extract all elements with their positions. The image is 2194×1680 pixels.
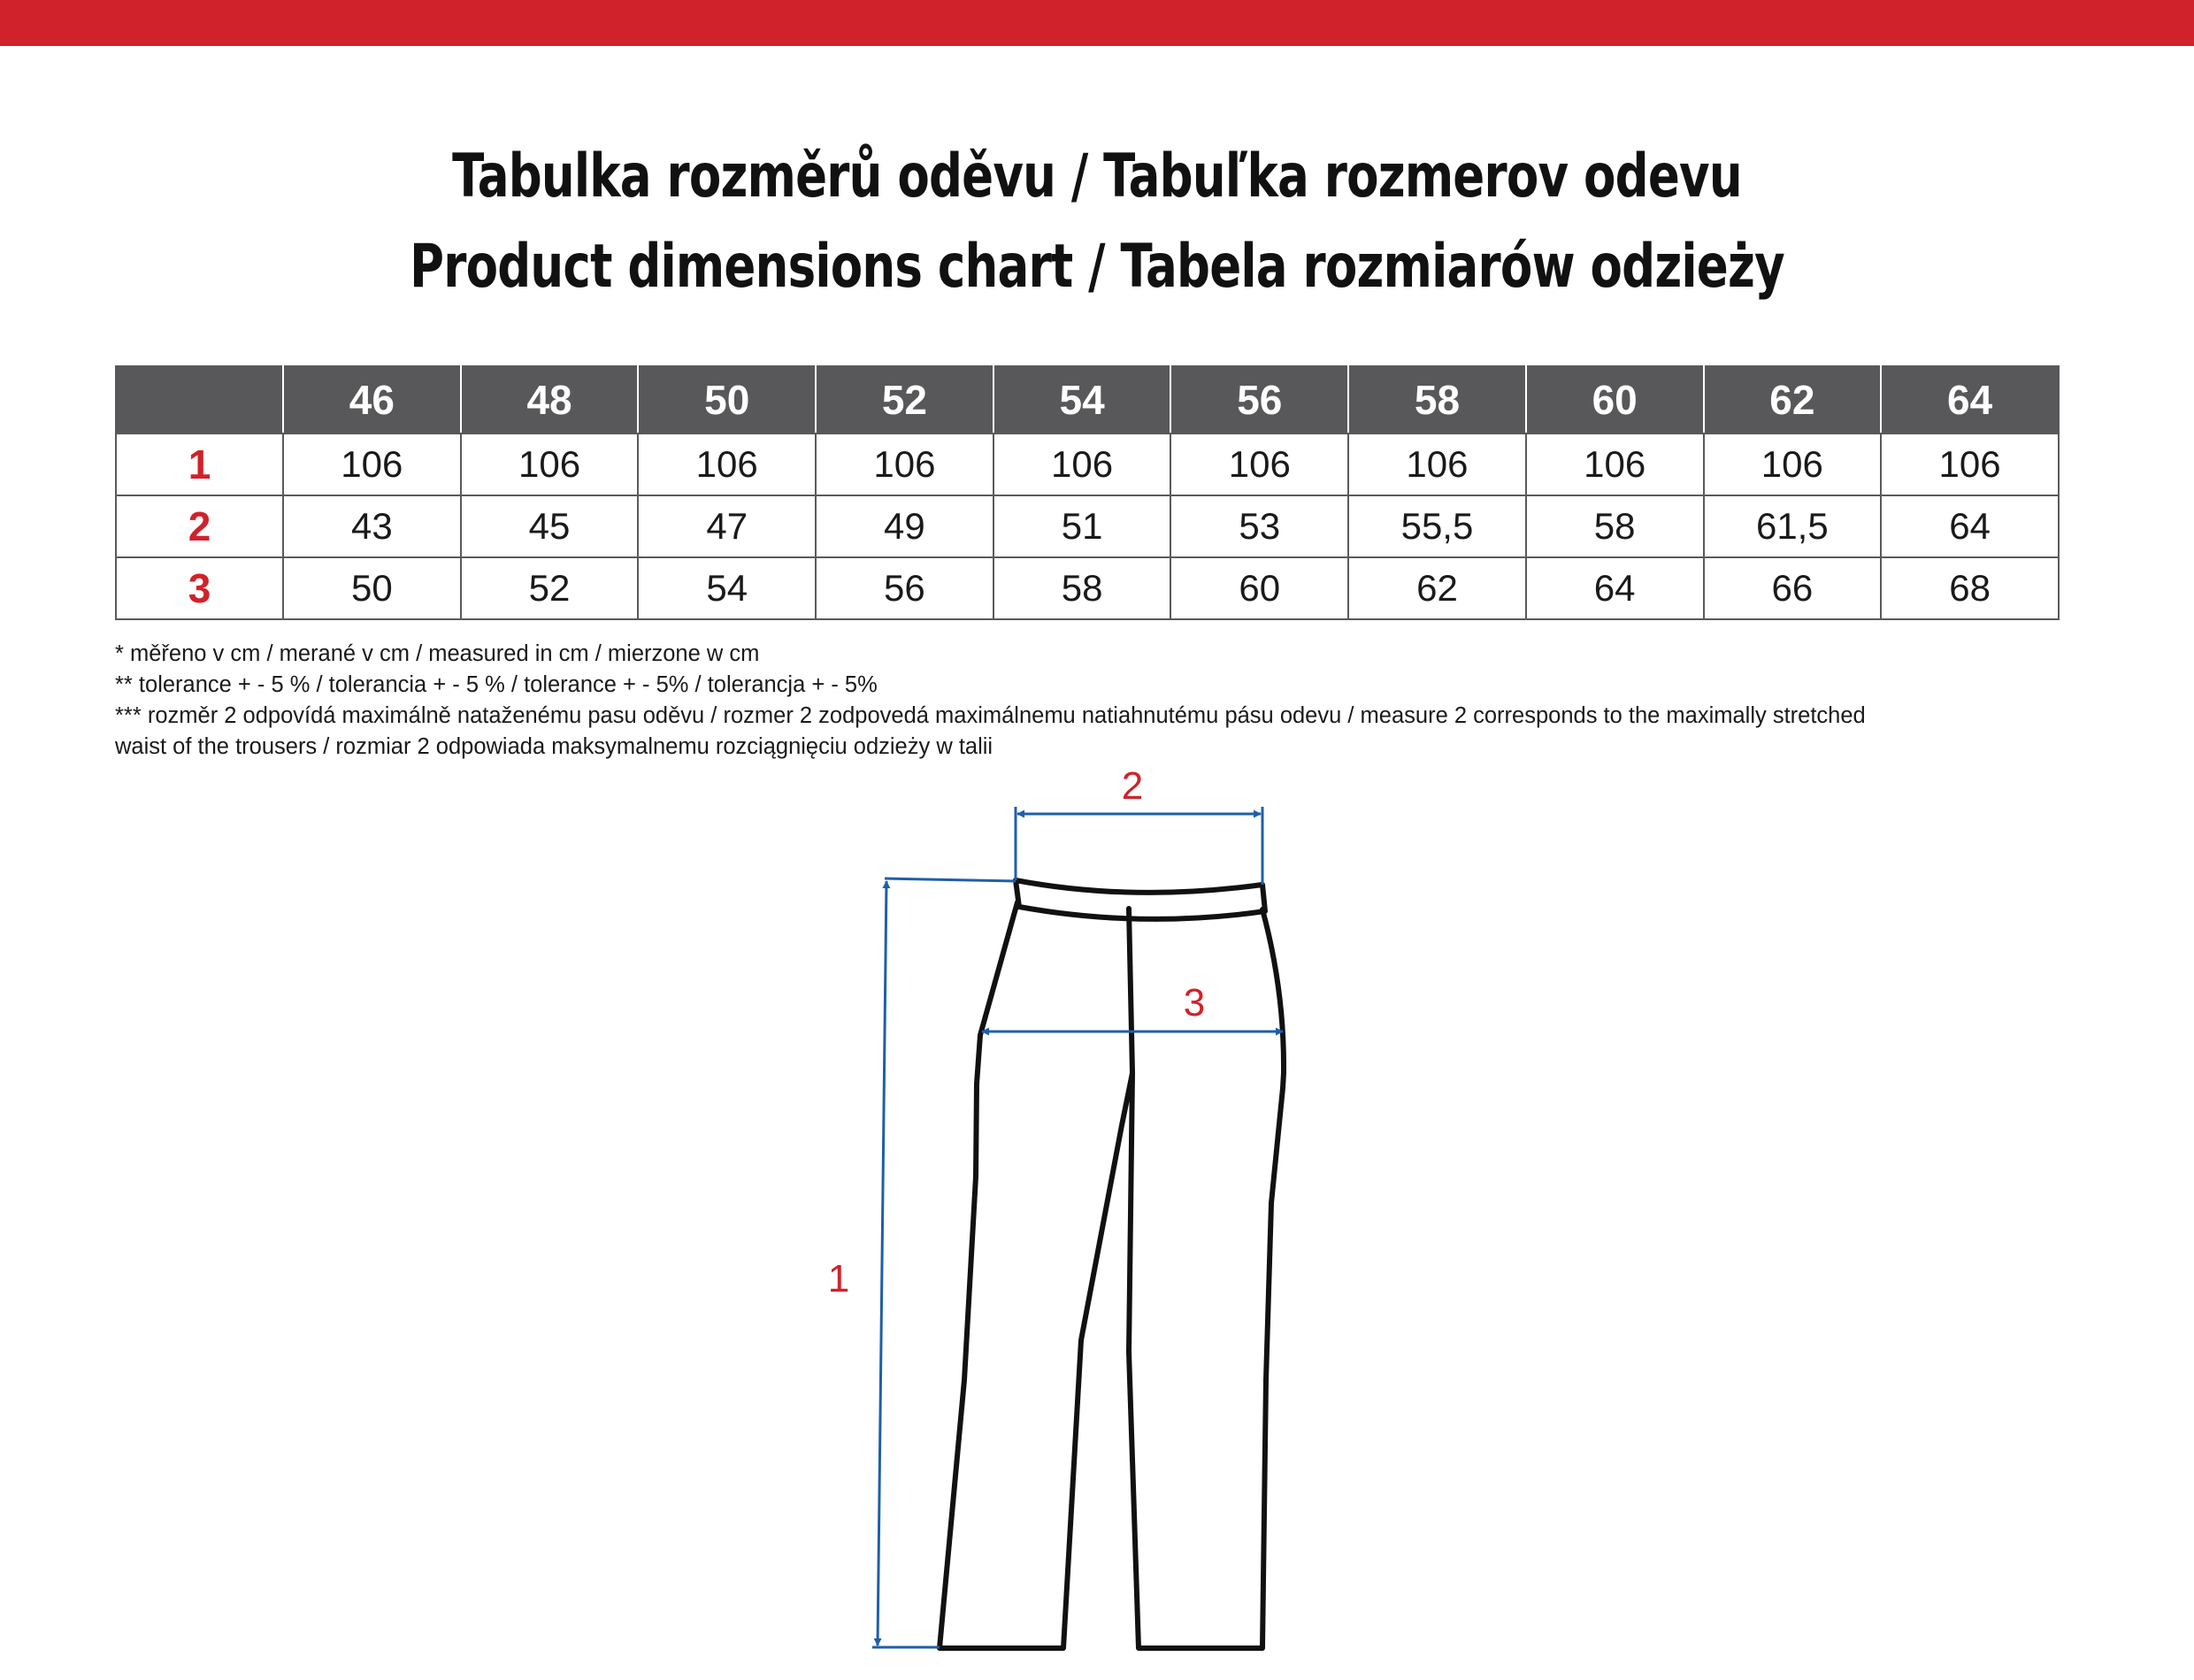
table-cell: 106 bbox=[1704, 433, 1882, 495]
size-header-cell: 50 bbox=[638, 366, 816, 433]
table-cell: 106 bbox=[638, 433, 816, 495]
table-cell: 64 bbox=[1526, 557, 1704, 619]
table-cell: 106 bbox=[1526, 433, 1704, 495]
measure-label-cell: 1 bbox=[116, 433, 283, 495]
table-cell: 45 bbox=[461, 495, 639, 557]
table-cell: 106 bbox=[283, 433, 461, 495]
measure-label-cell: 3 bbox=[116, 557, 283, 619]
size-header-cell: 62 bbox=[1704, 366, 1882, 433]
table-cell: 106 bbox=[816, 433, 993, 495]
size-header-cell: 64 bbox=[1881, 366, 2059, 433]
footnote-waist-line2: waist of the trousers / rozmiar 2 odpowiada maksymalnemu rozciągnięciu odzieży w talii bbox=[115, 734, 993, 759]
size-header-cell: 52 bbox=[816, 366, 993, 433]
waist-label: 2 bbox=[1121, 764, 1144, 808]
size-header-cell: 48 bbox=[461, 366, 639, 433]
right-leg-outline bbox=[1129, 909, 1284, 1648]
table-cell: 64 bbox=[1881, 495, 2059, 557]
table-cell: 62 bbox=[1348, 557, 1526, 619]
table-cell: 60 bbox=[1170, 557, 1348, 619]
table-cell: 106 bbox=[1881, 433, 2059, 495]
size-header-cell: 54 bbox=[993, 366, 1171, 433]
table-cell: 56 bbox=[816, 557, 993, 619]
trousers-outline bbox=[940, 880, 1284, 1648]
table-cell: 106 bbox=[1170, 433, 1348, 495]
table-cell: 55,5 bbox=[1348, 495, 1526, 557]
table-cell: 58 bbox=[993, 557, 1171, 619]
length-arrow bbox=[878, 881, 886, 1645]
table-cell: 50 bbox=[283, 557, 461, 619]
table-cell: 52 bbox=[461, 557, 639, 619]
table-cell: 47 bbox=[638, 495, 816, 557]
table-cell: 43 bbox=[283, 495, 461, 557]
table-cell: 54 bbox=[638, 557, 816, 619]
footnote-waist-line1: *** rozměr 2 odpovídá maximálně nataženému pasu oděvu / rozmer 2 zodpovedá maximálnemu natiahnutému pásu odevu / measure 2 corresponds to the maximally stretched bbox=[115, 703, 1866, 728]
table-cell: 51 bbox=[993, 495, 1171, 557]
waistband-shape bbox=[1016, 880, 1265, 919]
size-header-cell: 56 bbox=[1170, 366, 1348, 433]
dimension-lines bbox=[872, 807, 1283, 1647]
footnote-tolerance: ** tolerance + - 5 % / tolerancia + - 5 % / tolerance + - 5% / tolerancja + - 5% bbox=[115, 672, 878, 697]
length-label: 1 bbox=[827, 1257, 850, 1300]
length-extension-top bbox=[885, 878, 1016, 881]
size-header-cell: 60 bbox=[1526, 366, 1704, 433]
footnote-measured: * měřeno v cm / merané v cm / measured in cm / mierzone w cm bbox=[115, 641, 760, 666]
table-cell: 106 bbox=[461, 433, 639, 495]
table-cell: 106 bbox=[1348, 433, 1526, 495]
size-header-cell: 58 bbox=[1348, 366, 1526, 433]
table-cell: 58 bbox=[1526, 495, 1704, 557]
table-cell: 68 bbox=[1881, 557, 2059, 619]
table-cell: 61,5 bbox=[1704, 495, 1882, 557]
hip-label: 3 bbox=[1183, 981, 1206, 1024]
left-leg-outline bbox=[940, 902, 1132, 1648]
table-cell: 49 bbox=[816, 495, 993, 557]
table-cell: 53 bbox=[1170, 495, 1348, 557]
table-cell: 66 bbox=[1704, 557, 1882, 619]
measure-label-cell: 2 bbox=[116, 495, 283, 557]
size-header-cell: 46 bbox=[283, 366, 461, 433]
title-line-1: Tabulka rozměrů oděvu / Tabuľka rozmerov odevu bbox=[452, 142, 1742, 211]
table-cell: 106 bbox=[993, 433, 1171, 495]
title-line-2: Product dimensions chart / Tabela rozmiarów odzieży bbox=[410, 232, 1784, 302]
